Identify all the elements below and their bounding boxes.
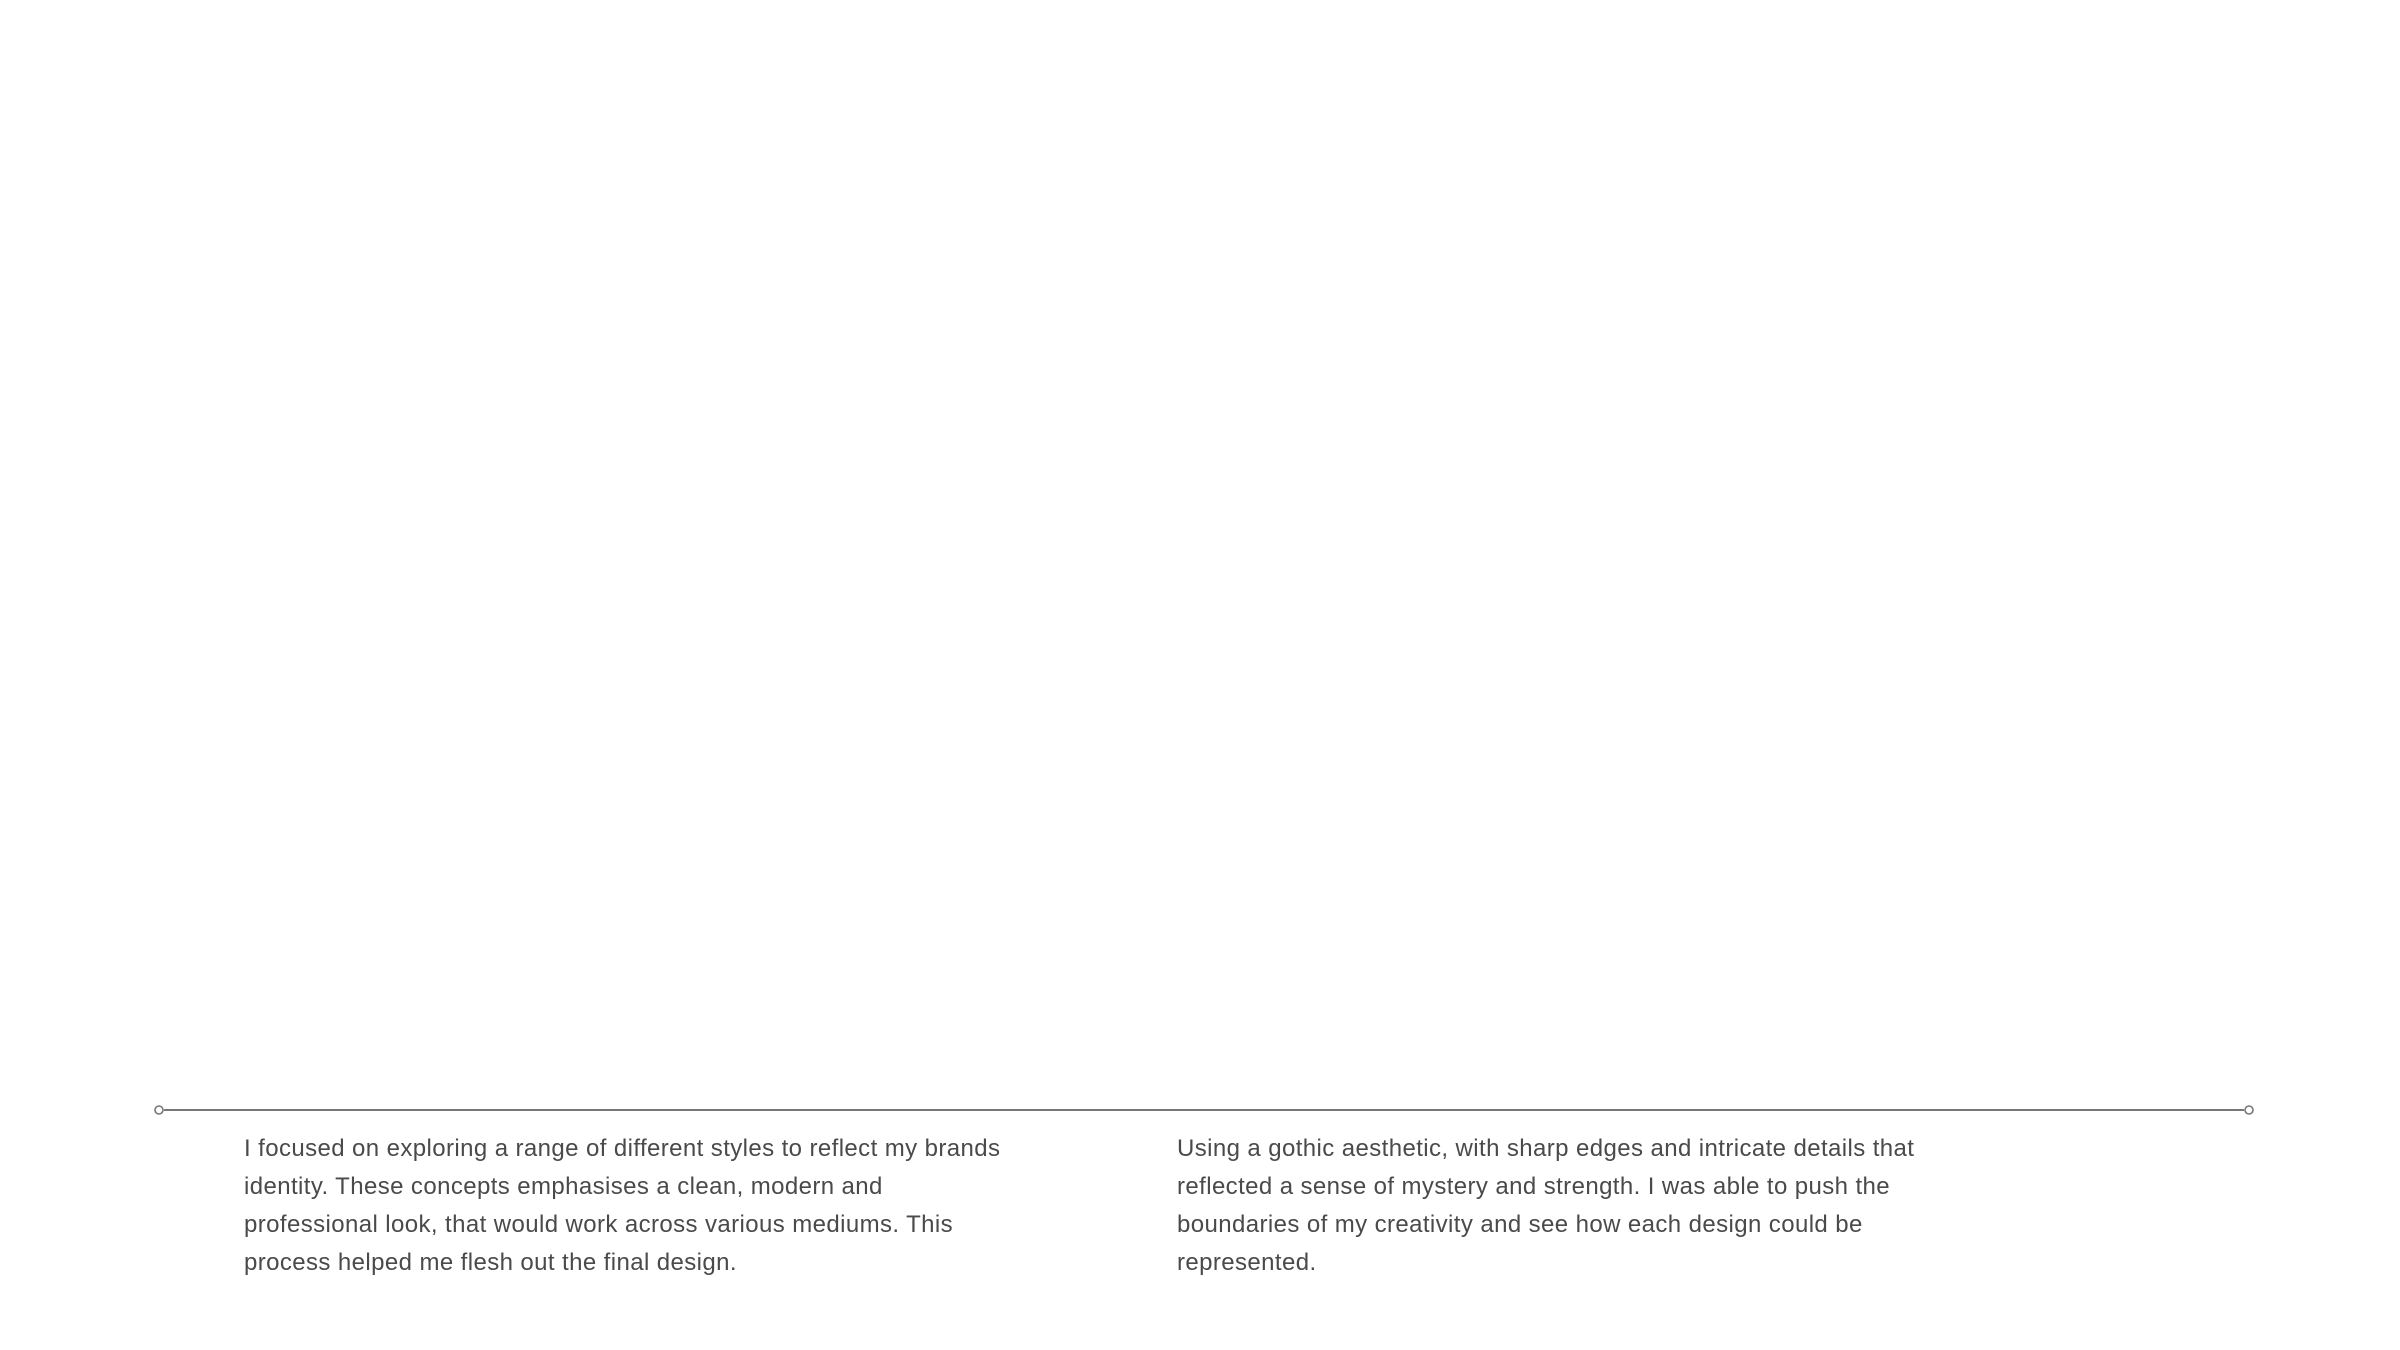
horizontal-divider	[154, 1103, 2254, 1117]
right-description-paragraph: Using a gothic aesthetic, with sharp edges and intricate details that reflected a sense of mystery and strength. I was able to push the boundaries of my creativity and see how each design could be represented.	[1177, 1135, 1915, 1276]
left-description-paragraph: I focused on exploring a range of different styles to reflect my brands identity. These concepts emphasises a clean, modern and professional look, that would work across various mediums. This process helped me flesh out the final design.	[244, 1135, 1001, 1276]
